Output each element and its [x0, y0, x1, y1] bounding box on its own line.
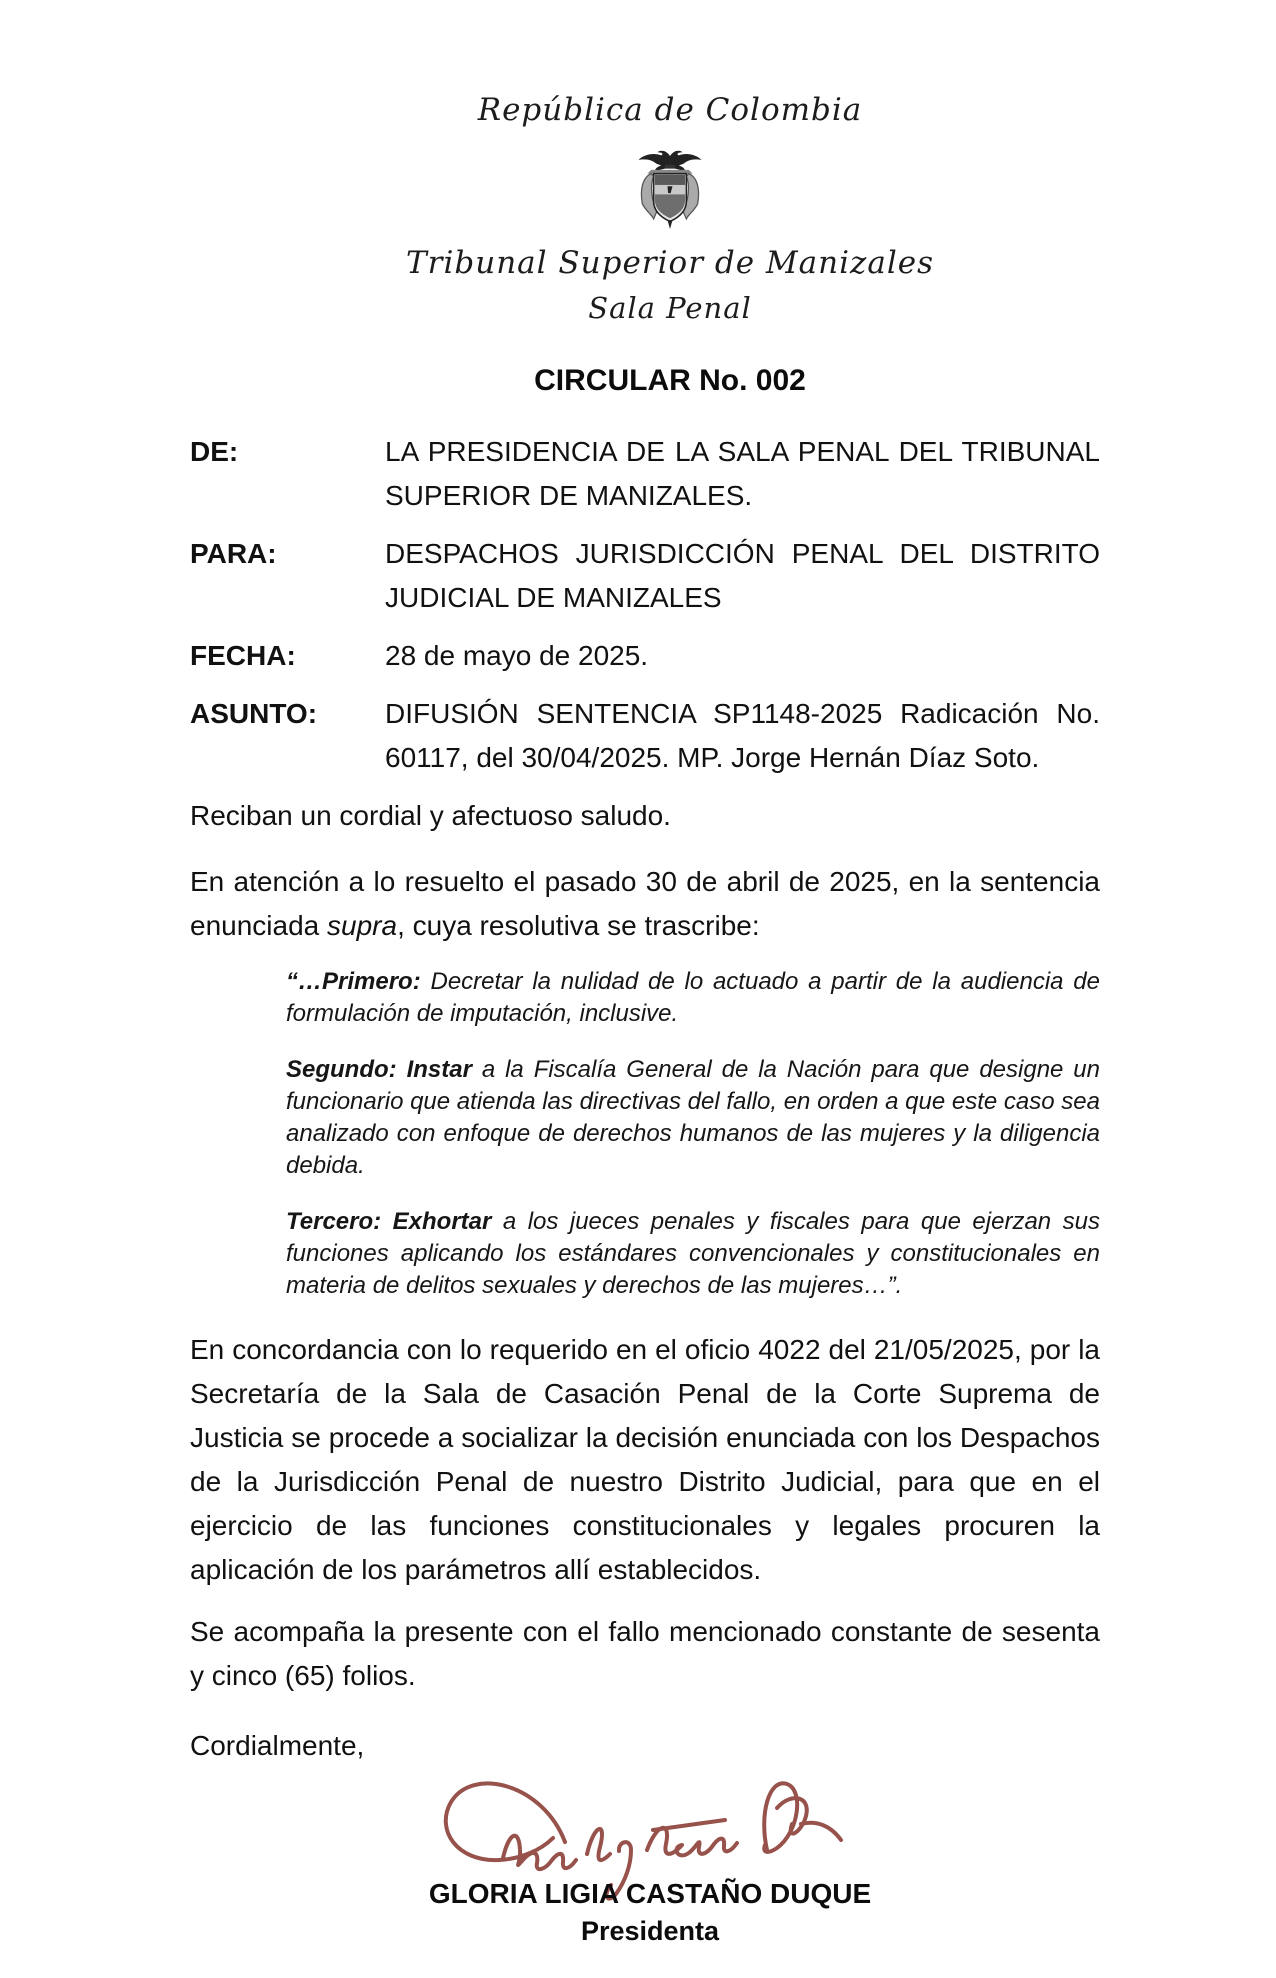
signer-title: Presidenta: [580, 1916, 720, 1946]
signature-block: [190, 1768, 1110, 1978]
signer-name: GLORIA LIGIA CASTAÑO DUQUE: [428, 1878, 872, 1909]
quote-primero: [286, 966, 1100, 1030]
letterhead: [190, 88, 1150, 400]
quote-primero-text: Decretar la nulidad de lo actuado a partir de la audiencia de formulación de imputación, inclusive.: [286, 968, 1100, 1027]
field-asunto: [190, 692, 1100, 780]
intro-paragraph: [190, 860, 1100, 948]
resolution-quote-block: [286, 966, 1100, 1302]
tribunal-title: Tribunal Superior de Manizales: [405, 245, 935, 281]
field-asunto-label: ASUNTO:: [190, 698, 318, 729]
addressing-fields: [190, 430, 1100, 780]
field-de: [190, 430, 1100, 518]
anexo-paragraph: Se acompaña la presente con el fallo mencionado constante de sesenta y cinco (65) folios.: [190, 1616, 1100, 1691]
field-asunto-value: DIFUSIÓN SENTENCIA SP1148-2025 Radicación No. 60117, del 30/04/2025. MP. Jorge Hernán Díaz Soto.: [385, 698, 1100, 773]
quote-segundo-lead: Segundo: Instar: [286, 1056, 472, 1083]
field-de-value: LA PRESIDENCIA DE LA SALA PENAL DEL TRIBUNAL SUPERIOR DE MANIZALES.: [385, 436, 1100, 511]
intro-supra: supra: [327, 910, 398, 941]
quote-tercero: [286, 1206, 1100, 1302]
field-de-label: DE:: [190, 436, 239, 467]
colombia-coat-of-arms-icon: [632, 146, 708, 234]
concordancia-paragraph: En concordancia con lo requerido en el oficio 4022 del 21/05/2025, por la Secretaría de la Sala de Casación Penal de la Corte Suprema de Justicia se procede a socializar la decisión enunciada con los Despachos de la Jurisdicción Penal de nuestro Distrito Judicial, para que en el ejercicio de las funciones constitucionales y legales procuren la aplicación de los parámetros allí establecidos.: [190, 1334, 1100, 1585]
field-fecha: [190, 634, 1100, 678]
quote-tercero-text: a los jueces penales y fiscales para que ejerzan sus funciones aplicando los estándares convencionales y constitucionales en materia de delitos sexuales y derechos de las mujeres…”.: [286, 1208, 1100, 1299]
field-para-value: DESPACHOS JURISDICCIÓN PENAL DEL DISTRITO JUDICIAL DE MANIZALES: [385, 538, 1100, 613]
letter-body: [190, 794, 1100, 1698]
quote-primero-lead: “…Primero:: [286, 968, 421, 995]
closing-salutation: Cordialmente,: [190, 1730, 365, 1761]
quote-tercero-lead: Tercero: Exhortar: [286, 1208, 492, 1235]
field-para: [190, 532, 1100, 620]
quote-segundo-text: a la Fiscalía General de la Nación para que designe un funcionario que atienda las directivas del fallo, en orden a que este caso sea analizado con enfoque de derechos humanos de las mujeres y la diligencia debida.: [286, 1056, 1100, 1179]
quote-segundo: [286, 1054, 1100, 1182]
intro-pre: En atención a lo resuelto el pasado 30 de abril de 2025, en la sentencia enunciada: [190, 866, 1100, 941]
intro-post: , cuya resolutiva se trascribe:: [397, 910, 760, 941]
sala-title: Sala Penal: [588, 291, 752, 325]
field-para-label: PARA:: [190, 538, 277, 569]
salutation: Reciban un cordial y afectuoso saludo.: [190, 800, 671, 831]
field-fecha-label: FECHA:: [190, 640, 296, 671]
republic-title: República de Colombia: [477, 92, 863, 128]
document-title: CIRCULAR No. 002: [534, 364, 806, 397]
field-fecha-value: 28 de mayo de 2025.: [385, 640, 649, 671]
